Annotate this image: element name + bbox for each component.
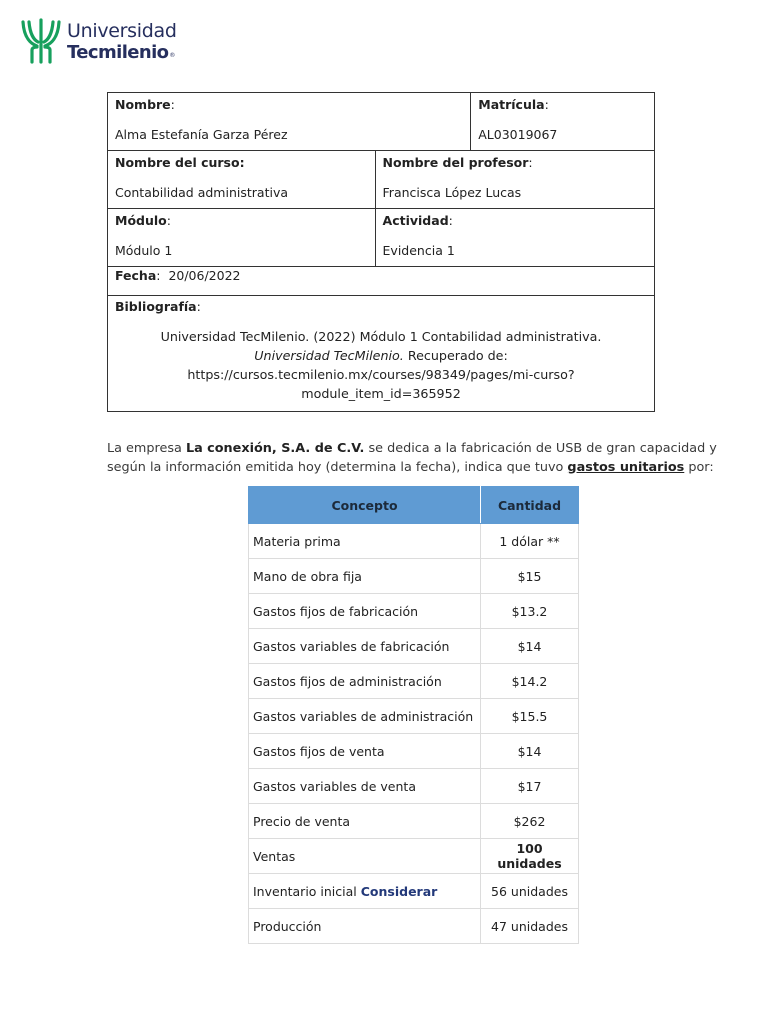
table-row: [249, 559, 579, 594]
bibliografia-label: Bibliografía: [115, 299, 197, 314]
university-logo: [20, 18, 190, 66]
concepto-cell: Gastos fijos de administración: [249, 664, 481, 699]
cantidad-cell: 56 unidades: [481, 874, 579, 909]
profesor-cell: Nombre del profesor: Francisca López Lucas: [375, 151, 654, 209]
header-cantidad: Cantidad: [481, 487, 579, 524]
concepto-cell: Gastos fijos de fabricación: [249, 594, 481, 629]
modulo-label: Módulo: [115, 213, 167, 228]
intro-paragraph: La empresa La conexión, S.A. de C.V. se dedica a la fabricación de USB de gran capacidad y según la información emitida hoy (determina la fecha), indica que tuvo gastos unitarios por:: [107, 441, 717, 475]
concepto-cell: Mano de obra fija: [249, 559, 481, 594]
student-info-table: [107, 92, 655, 412]
table-row: [249, 699, 579, 734]
matricula-cell: Matrícula: AL03019067: [471, 93, 655, 151]
tecmilenio-leaf-icon: [20, 18, 62, 64]
table-row: [249, 524, 579, 559]
cantidad-cell: $14.2: [481, 664, 579, 699]
actividad-value: Evidencia 1: [382, 243, 455, 258]
registered-mark: ®: [169, 52, 175, 59]
concepto-cell: Gastos variables de venta: [249, 769, 481, 804]
cantidad-cell: 1 dólar **: [481, 524, 579, 559]
profesor-label: Nombre del profesor: [382, 155, 529, 170]
matricula-label: Matrícula: [478, 97, 545, 112]
fecha-value: 20/06/2022: [168, 268, 241, 283]
actividad-cell: Actividad: Evidencia 1: [375, 209, 654, 267]
table-row: [249, 909, 579, 944]
curso-value: Contabilidad administrativa: [115, 185, 288, 200]
unit-costs-table: [248, 486, 579, 944]
company-name: La conexión, S.A. de C.V.: [185, 441, 365, 456]
nombre-value: Alma Estefanía Garza Pérez: [115, 127, 288, 142]
fecha-cell: Fecha: 20/06/2022: [108, 267, 655, 296]
fecha-label: Fecha: [115, 268, 157, 283]
actividad-label: Actividad: [382, 213, 449, 228]
concepto-cell: Gastos variables de administración: [249, 699, 481, 734]
concepto-cell: Materia prima: [249, 524, 481, 559]
header-concepto: Concepto: [249, 487, 481, 524]
nombre-cell: Nombre: Alma Estefanía Garza Pérez: [108, 93, 471, 151]
cantidad-cell: $17: [481, 769, 579, 804]
cantidad-cell: 100 unidades: [481, 839, 579, 874]
cantidad-cell: $14: [481, 629, 579, 664]
table-row: [249, 594, 579, 629]
table-row: [249, 769, 579, 804]
curso-cell: [108, 151, 376, 209]
considerar-note: Considerar: [360, 883, 438, 899]
bibliografia-cell: Bibliografía: Universidad TecMilenio. (2022) Módulo 1 Contabilidad administrativa. Universidad TecMilenio. Recuperado de: https://cursos.tecmilenio.mx/courses/98349/pages/mi-curso?module_item_id=365952: [108, 296, 655, 412]
concepto-cell: Gastos variables de fabricación: [249, 629, 481, 664]
concepto-cell: Inventario inicial Considerar: [249, 874, 481, 909]
matricula-value: AL03019067: [478, 127, 558, 142]
gastos-unitarios-emphasis: gastos unitarios: [567, 459, 685, 475]
cantidad-cell: $15.5: [481, 699, 579, 734]
table-row: [249, 629, 579, 664]
concepto-cell: Producción: [249, 909, 481, 944]
cantidad-cell: $14: [481, 734, 579, 769]
table-row: [249, 839, 579, 874]
table-row: [249, 734, 579, 769]
modulo-value: Módulo 1: [115, 243, 173, 258]
curso-label: Nombre del curso:: [115, 155, 245, 170]
table-row: [249, 664, 579, 699]
cantidad-cell: 47 unidades: [481, 909, 579, 944]
nombre-label: Nombre: [115, 97, 171, 112]
modulo-cell: Módulo: Módulo 1: [108, 209, 376, 267]
bibliography-reference: Universidad TecMilenio. (2022) Módulo 1 Contabilidad administrativa. Universidad TecMilenio. Recuperado de: https://cursos.tecmilenio.mx/courses/98349/pages/mi-curso?module_item_id=365952: [160, 329, 602, 401]
logo-line-1: Universidad: [67, 20, 177, 42]
table-row: [249, 874, 579, 909]
cantidad-cell: $13.2: [481, 594, 579, 629]
logo-line-2: Tecmilenio®: [67, 42, 175, 63]
concepto-cell: Precio de venta: [249, 804, 481, 839]
profesor-value: Francisca López Lucas: [382, 185, 522, 200]
concepto-cell: Gastos fijos de venta: [249, 734, 481, 769]
cantidad-cell: $15: [481, 559, 579, 594]
table-row: [249, 804, 579, 839]
concepto-cell: Ventas: [249, 839, 481, 874]
cantidad-cell: $262: [481, 804, 579, 839]
